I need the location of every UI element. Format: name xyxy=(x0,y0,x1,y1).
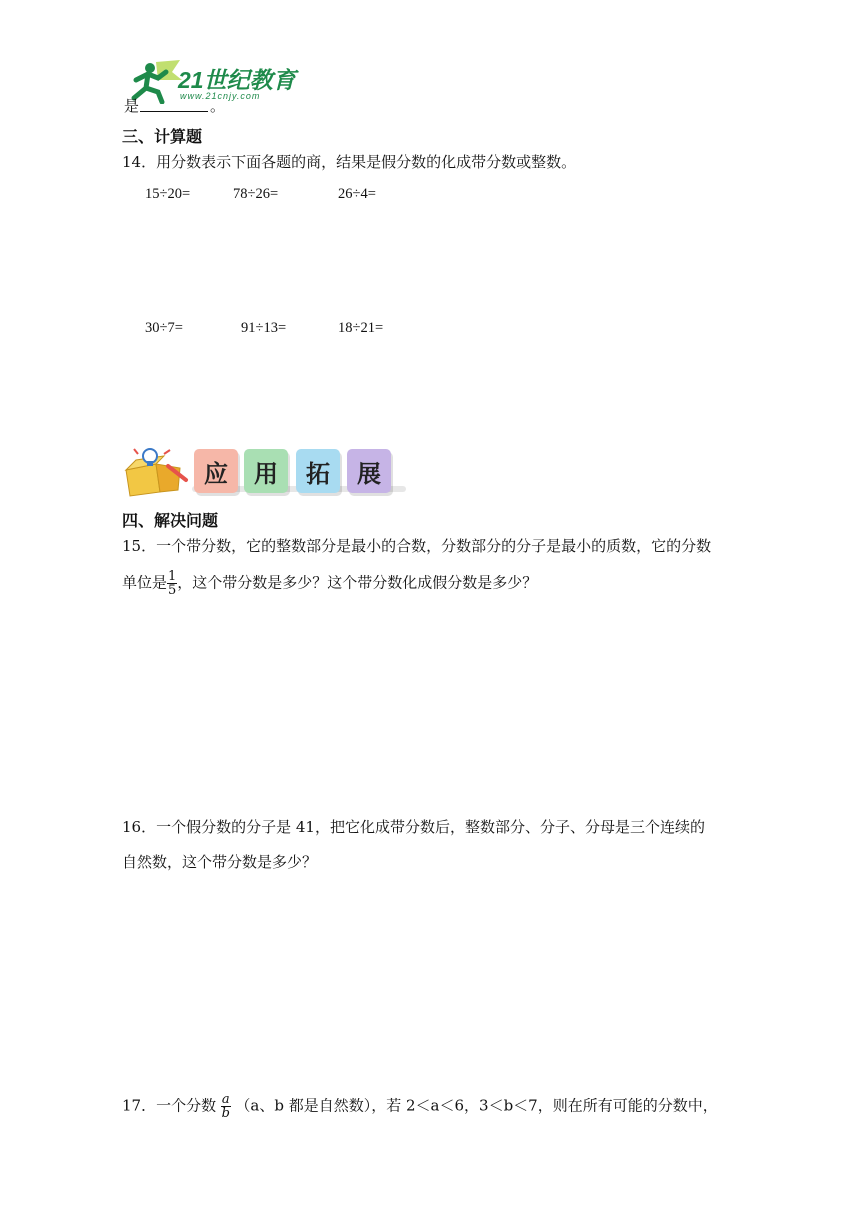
prev-answer-end: 。 xyxy=(210,97,226,115)
question-16-line-1: 16．一个假分数的分子是 41，把它化成带分数后，整数部分、分子、分母是三个连续的 xyxy=(122,818,705,836)
section-4-title: 四、解决问题 xyxy=(122,511,219,530)
logo-url: www.21cnjy.com xyxy=(180,91,261,101)
box-lightbulb-icon xyxy=(120,446,192,498)
section-3-title: 三、计算题 xyxy=(122,127,203,146)
q14-expr-3: 26÷4= xyxy=(338,186,376,202)
question-16-line-2: 自然数，这个带分数是多少？ xyxy=(122,853,318,871)
banner-tile-1: 应 xyxy=(194,449,238,493)
banner-tile-3: 拓 xyxy=(296,449,340,493)
question-14-text: 14．用分数表示下面各题的商，结果是假分数的化成带分数或整数。 xyxy=(122,153,577,171)
q14-expr-5: 91÷13= xyxy=(241,320,287,336)
q14-expr-4: 30÷7= xyxy=(145,320,183,336)
question-15-line-1: 15．一个带分数，它的整数部分是最小的合数，分数部分的分子是最小的质数，它的分数 xyxy=(122,537,712,555)
q14-expr-1: 15÷20= xyxy=(145,186,191,202)
q14-expr-6: 18÷21= xyxy=(338,320,384,336)
banner-tile-2: 用 xyxy=(244,449,288,493)
banner-tile-4: 展 xyxy=(347,449,391,493)
question-15-line-2: 单位是 $\frac{1}{5}$ ，这个带分数是多少？这个带分数化成假分数是多少？ xyxy=(122,569,538,598)
answer-blank xyxy=(140,111,208,112)
logo-text: 21世纪教育 xyxy=(178,67,296,93)
q14-expr-2: 78÷26= xyxy=(233,186,279,202)
fraction-a-over-b: $\frac{a}{b}$ xyxy=(221,1092,230,1121)
prev-answer-lead: 是 xyxy=(124,97,140,115)
question-17-line-1: 17．一个分数 $\frac{a}{b}$ （a、b 都是自然数），若 2＜a＜6，3＜b＜7，则在所有可能的分数中， xyxy=(122,1092,718,1121)
fraction-one-fifth: $\frac{1}{5}$ xyxy=(168,569,177,598)
